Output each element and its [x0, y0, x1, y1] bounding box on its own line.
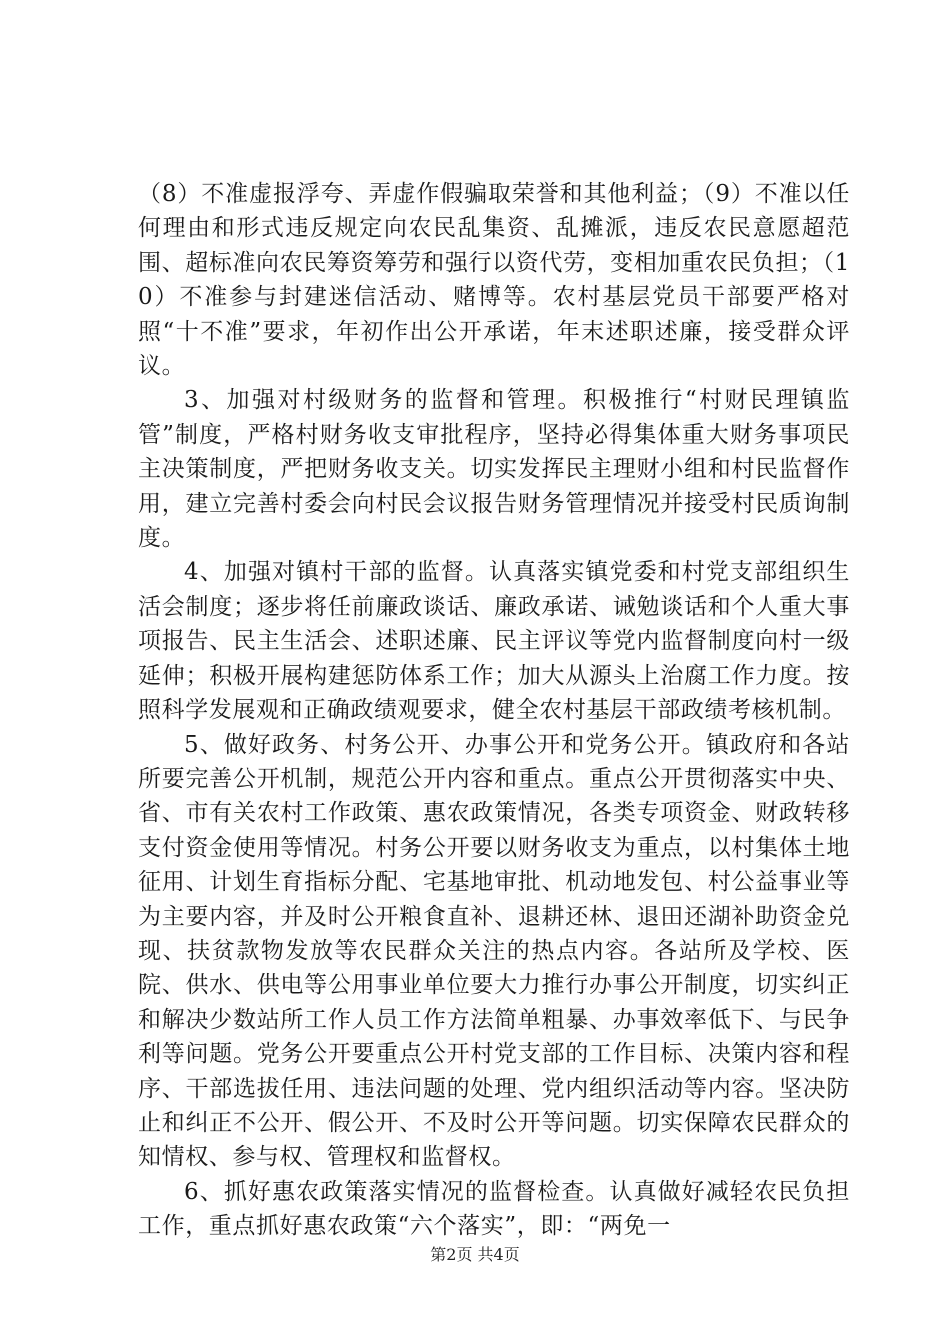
paragraph-continued: （8）不准虚报浮夸、弄虚作假骗取荣誉和其他利益；（9）不准以任何理由和形式违反规定向农民乱集资、乱摊派，违反农民意愿超范围、超标准向农民筹资筹劳和强行以资代劳，变相加重农民负担；（10）不准参与封建迷信活动、赌博等。农村基层党员干部要严格对照“十不准”要求，年初作出公开承诺，年末述职述廉，接受群众评议。: [138, 181, 850, 380]
paragraph-item-4: 4、加强对镇村干部的监督。认真落实镇党委和村党支部组织生活会制度；逐步将任前廉政谈话、廉政承诺、诫勉谈话和个人重大事项报告、民主生活会、述职述廉、民主评议等党内监督制度向村一级延伸；积极开展构建惩防体系工作；加大从源头上治腐工作力度。按照科学发展观和正确政绩观要求，健全农村基层干部政绩考核机制。: [138, 559, 850, 724]
page-number-footer: 第2页 共4页: [430, 1245, 520, 1264]
paragraph-item-6: 6、抓好惠农政策落实情况的监督检查。认真做好减轻农民负担工作，重点抓好惠农政策“六个落实”，即：“两免一: [138, 1178, 850, 1240]
paragraph-item-5: 5、做好政务、村务公开、办事公开和党务公开。镇政府和各站所要完善公开机制，规范公开内容和重点。重点公开贯彻落实中央、省、市有关农村工作政策、惠农政策情况，各类专项资金、财政转移支付资金使用等情况。村务公开要以财务收支为重点，以村集体土地征用、计划生育指标分配、宅基地审批、机动地发包、村公益事业等为主要内容，并及时公开粮食直补、退耕还林、退田还湖补助资金兑现、扶贫款物发放等农民群众关注的热点内容。各站所及学校、医院、供水、供电等公用事业单位要大力推行办事公开制度，切实纠正和解决少数站所工作人员工作方法简单粗暴、办事效率低下、与民争利等问题。党务公开要重点公开村党支部的工作目标、决策内容和程序、干部选拔任用、违法问题的处理、党内组织活动等内容。坚决防止和纠正不公开、假公开、不及时公开等问题。切实保障农民群众的知情权、参与权、管理权和监督权。: [138, 731, 850, 1171]
document-body: [138, 177, 850, 1244]
paragraph-item-3: 3、加强对村级财务的监督和管理。积极推行“村财民理镇监管”制度，严格村财务收支审批程序，坚持必得集体重大财务事项民主决策制度，严把财务收支关。切实发挥民主理财小组和村民监督作用，建立完善村委会向村民会议报告财务管理情况并接受村民质询制度。: [138, 387, 850, 552]
